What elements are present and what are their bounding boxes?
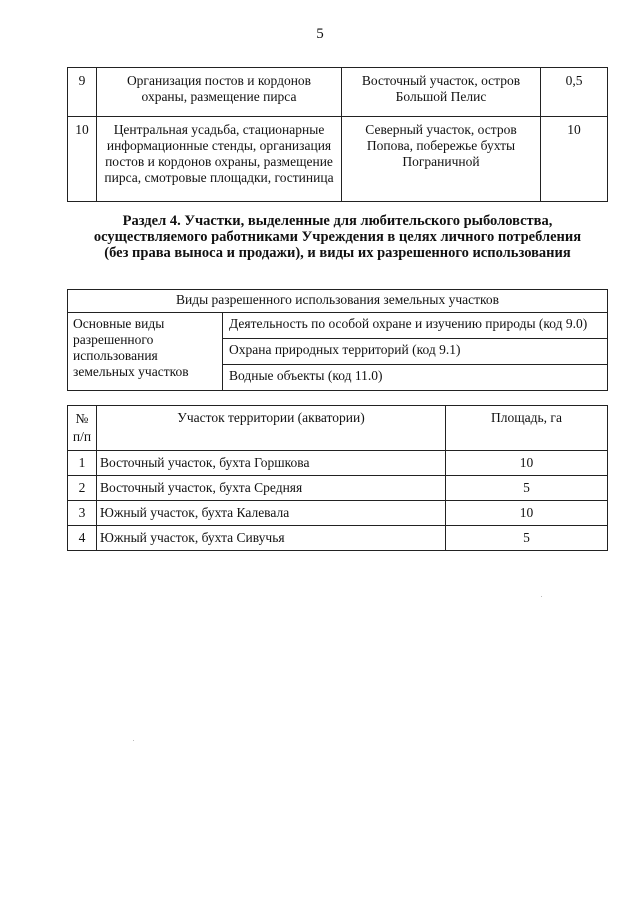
permitted-use: Деятельность по особой охране и изучению природы (код 9.0) bbox=[223, 313, 608, 339]
plot-header: Участок территории (акватории) bbox=[97, 406, 446, 451]
table-row bbox=[68, 451, 608, 476]
text-line: Северный участок, остров bbox=[365, 122, 517, 137]
text-line: использования bbox=[73, 348, 158, 363]
row-number: 4 bbox=[68, 526, 97, 551]
text-line: постов и кордонов охраны, размещение bbox=[105, 154, 333, 169]
scan-speck bbox=[133, 740, 134, 741]
facilities-table bbox=[67, 67, 608, 202]
plot-area: 5 bbox=[446, 476, 608, 501]
permitted-use: Охрана природных территорий (код 9.1) bbox=[223, 339, 608, 365]
number-header bbox=[68, 406, 97, 451]
area-header: Площадь, га bbox=[446, 406, 608, 451]
row-number: 1 bbox=[68, 451, 97, 476]
table-row bbox=[68, 117, 608, 202]
text-line: Центральная усадьба, стационарные bbox=[113, 122, 325, 137]
table-row bbox=[68, 68, 608, 117]
heading-line: (без права выноса и продажи), и виды их разрешенного использования bbox=[104, 245, 571, 261]
section-heading bbox=[60, 213, 615, 261]
table-row bbox=[68, 476, 608, 501]
text-line: Пограничной bbox=[402, 154, 480, 169]
plot-name: Южный участок, бухта Сивучья bbox=[97, 526, 446, 551]
table-row bbox=[68, 501, 608, 526]
page-number: 5 bbox=[316, 26, 324, 42]
fishing-plots-table bbox=[67, 405, 608, 551]
permitted-uses-header: Виды разрешенного использования земельных участков bbox=[68, 290, 608, 313]
facility-description bbox=[97, 117, 342, 202]
heading-line: осуществляемого работниками Учреждения в целях личного потребления bbox=[93, 229, 582, 245]
text-line: Большой Пелис bbox=[395, 89, 487, 104]
plot-area: 10 bbox=[446, 451, 608, 476]
plot-area: 10 bbox=[446, 501, 608, 526]
facility-area: 10 bbox=[541, 117, 608, 202]
facility-area: 0,5 bbox=[541, 68, 608, 117]
table-header-row bbox=[68, 406, 608, 451]
facility-location bbox=[342, 117, 541, 202]
text-line: разрешенного bbox=[73, 332, 154, 347]
table-row bbox=[68, 526, 608, 551]
text-line: Основные виды bbox=[73, 316, 165, 331]
text-line: Организация постов и кордонов bbox=[126, 73, 312, 88]
permitted-use: Водные объекты (код 11.0) bbox=[223, 365, 608, 391]
row-number: 10 bbox=[68, 117, 97, 202]
row-number: 9 bbox=[68, 68, 97, 117]
facility-description bbox=[97, 68, 342, 117]
table-header-row bbox=[68, 290, 608, 313]
text-line: Восточный участок, остров bbox=[361, 73, 521, 88]
text-line: пирса, смотровые площадки, гостиница bbox=[104, 170, 334, 185]
plot-name: Восточный участок, бухта Средняя bbox=[97, 476, 446, 501]
row-number: 3 bbox=[68, 501, 97, 526]
scan-speck bbox=[541, 596, 542, 597]
text-line: охраны, размещение пирса bbox=[141, 89, 297, 104]
text-line: информационные стенды, организация bbox=[106, 138, 332, 153]
heading-line: Раздел 4. Участки, выделенные для любительского рыболовства, bbox=[122, 213, 553, 229]
basic-uses-label bbox=[68, 313, 223, 391]
facility-location bbox=[342, 68, 541, 117]
plot-name: Восточный участок, бухта Горшкова bbox=[97, 451, 446, 476]
plot-area: 5 bbox=[446, 526, 608, 551]
row-number: 2 bbox=[68, 476, 97, 501]
table-row bbox=[68, 313, 608, 339]
text-line: Попова, побережье бухты bbox=[366, 138, 516, 153]
plot-name: Южный участок, бухта Калевала bbox=[97, 501, 446, 526]
text-line: № bbox=[75, 411, 89, 426]
text-line: земельных участков bbox=[73, 364, 189, 379]
text-line: п/п bbox=[72, 429, 92, 444]
permitted-uses-table bbox=[67, 289, 608, 391]
